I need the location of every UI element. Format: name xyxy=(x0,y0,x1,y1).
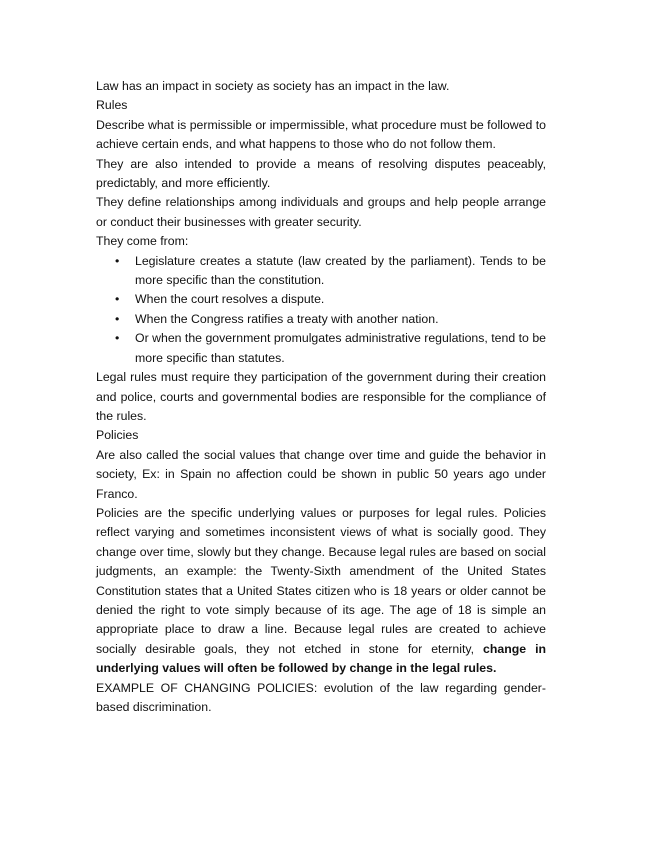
bullet-icon: • xyxy=(115,292,120,307)
list-item-text: Legislature creates a statute (law created by the parliament). Tends to be more specific than the constitution. xyxy=(135,253,546,288)
rules-heading: Rules xyxy=(96,98,128,113)
policies-heading: Policies xyxy=(96,428,139,443)
bullet-icon: • xyxy=(115,311,120,326)
policies-paragraph-2-text: Policies are the specific underlying values or purposes for legal rules. Policies reflect varying and sometimes inconsistent views of what is socially good. They change over time, slowly but they change. Because legal rules are based on social judgments, an example: the Twenty-Sixth amendment of the United States Constitution states that a United States citizen who is 18 years or older cannot be denied the right to vote simply because of its age. The age of 18 is simple an appropriate place to draw a line. Because legal rules are created to achieve socially desirable goals, they not etched in stone for eternity, xyxy=(96,505,546,656)
policies-emphasis: change in underlying values will often be followed by change in the legal rules. xyxy=(96,641,546,676)
list-item xyxy=(96,290,546,309)
rules-paragraph-2: They are also intended to provide a means of resolving disputes peaceably, predictably, and more efficiently. xyxy=(96,156,546,191)
intro-sentence: Law has an impact in society as society has an impact in the law. xyxy=(96,79,450,93)
policies-paragraph-1: Are also called the social values that change over time and guide the behavior in society, Ex: in Spain no affection could be shown in public 50 years ago under Franco. xyxy=(96,447,546,501)
list-item xyxy=(96,252,546,291)
policies-paragraph-2 xyxy=(96,504,546,679)
list-item-text: When the court resolves a dispute. xyxy=(135,292,325,307)
bullet-icon: • xyxy=(115,331,120,346)
list-item-text: Or when the government promulgates administrative regulations, tend to be more specific than statutes. xyxy=(135,331,546,365)
bullet-icon: • xyxy=(115,253,120,268)
list-item-text: When the Congress ratifies a treaty with another nation. xyxy=(135,311,439,326)
rules-paragraph-1: Describe what is permissible or impermissible, what procedure must be followed to achieve certain ends, and what happens to those who do not follow them. xyxy=(96,117,546,152)
document-body xyxy=(96,77,546,717)
rules-paragraph-5: Legal rules must require they participation of the government during their creation and police, courts and governmental bodies are responsible for the compliance of the rules. xyxy=(96,370,546,423)
rules-paragraph-4: They come from: xyxy=(96,234,189,249)
example-paragraph: EXAMPLE OF CHANGING POLICIES: evolution of the law regarding gender-based discrimination. xyxy=(96,680,546,714)
rules-paragraph-3: They define relationships among individuals and groups and help people arrange or conduct their businesses with greater security. xyxy=(96,195,546,229)
list-item xyxy=(96,329,546,368)
sources-list xyxy=(96,252,546,368)
list-item xyxy=(96,310,546,329)
